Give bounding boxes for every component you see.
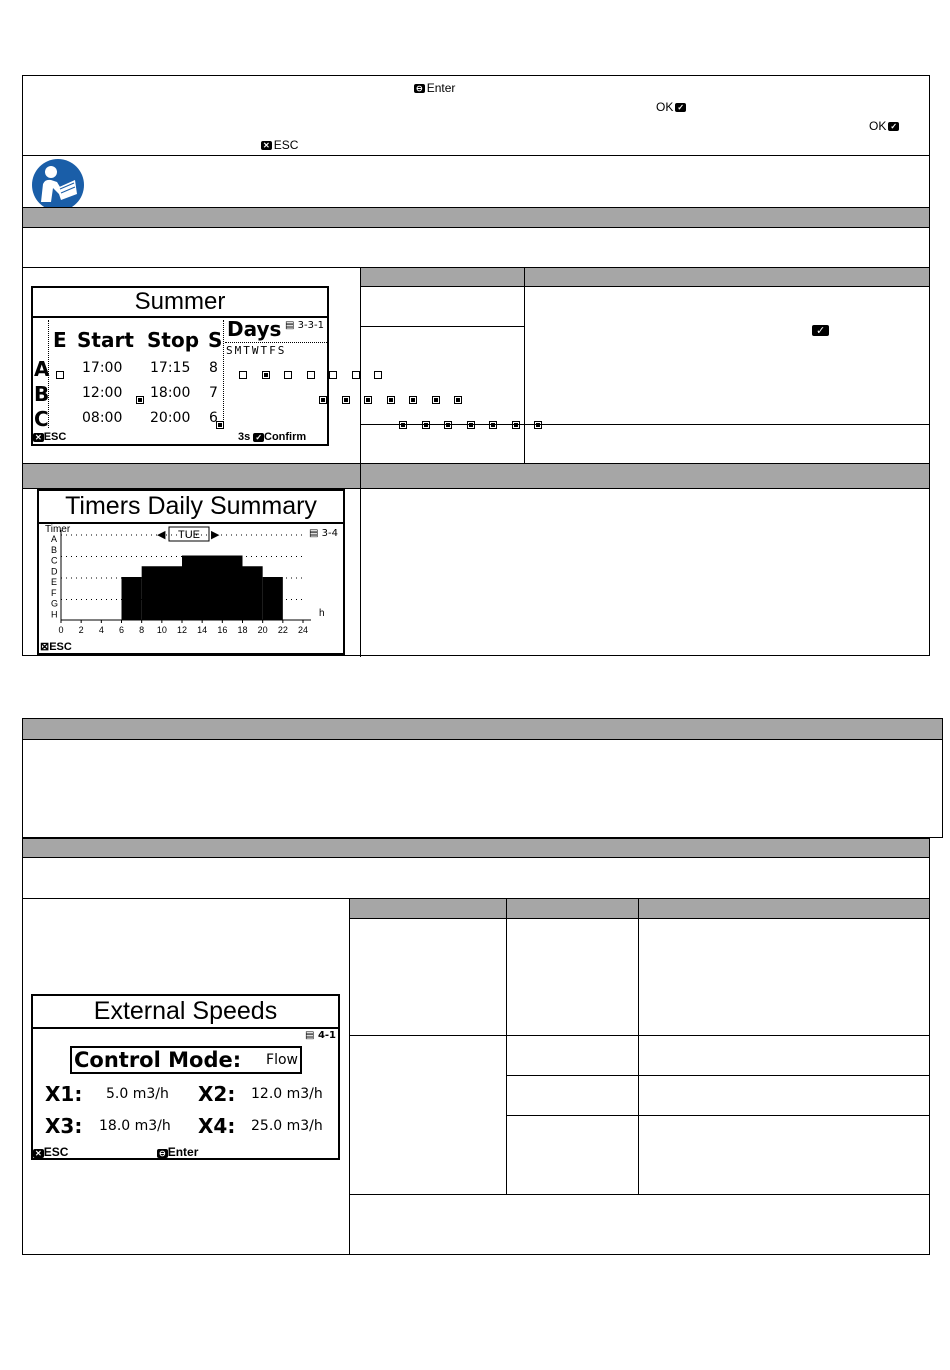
- chart-page-ref: ▤ 3-4: [309, 528, 338, 539]
- x-tick-label: 12: [176, 625, 188, 635]
- enter-key-icon: ⊖: [159, 1149, 166, 1158]
- read-manual-icon: [31, 158, 85, 212]
- day-checkbox[interactable]: [387, 396, 395, 404]
- timer-start: 08:00: [82, 410, 123, 426]
- x1-label: X1:: [45, 1082, 83, 1106]
- x-tick-label: 22: [277, 625, 288, 635]
- day-checkbox[interactable]: [352, 371, 360, 379]
- timer-stop: 17:15: [150, 360, 191, 376]
- y-tick-label: G: [51, 598, 59, 609]
- timer-bar: [263, 577, 283, 620]
- x-tick-label: 14: [197, 625, 208, 635]
- menu-icon: ▤: [305, 1030, 315, 1041]
- menu-icon: ▤: [285, 320, 295, 331]
- section-description-row: [22, 227, 930, 268]
- external-table-header: [349, 898, 930, 919]
- ok-key-hint-2: OK ✓: [869, 119, 898, 133]
- day-checkbox[interactable]: [454, 396, 462, 404]
- y-tick-label: F: [51, 587, 57, 598]
- timer-enabled-checkbox[interactable]: [56, 371, 64, 379]
- confirm-key-icon: ✓: [812, 325, 829, 336]
- timers-screen: [37, 489, 345, 655]
- timers-chart: [39, 522, 343, 653]
- timer-stop: 18:00: [150, 385, 191, 401]
- y-tick-label: C: [51, 555, 58, 566]
- external-esc: ✕ ESC: [35, 1145, 69, 1159]
- next-day-arrow: ▶: [211, 528, 220, 541]
- x-tick-label: 8: [139, 625, 145, 635]
- control-mode-value: Flow: [266, 1052, 298, 1068]
- x-tick-label: 16: [217, 625, 228, 635]
- day-checkbox[interactable]: [409, 396, 417, 404]
- x-tick-label: 6: [118, 625, 125, 635]
- summer-screen: [31, 286, 329, 446]
- section3-text-box: [22, 857, 930, 899]
- x3-value: 18.0 m3/h: [99, 1118, 171, 1134]
- timer-speed: 6: [209, 410, 218, 426]
- ok-key-icon: ✓: [890, 121, 898, 131]
- manual-note-row: [22, 155, 930, 208]
- y-tick-label: H: [51, 609, 58, 620]
- prev-day-arrow: ◀: [157, 528, 166, 541]
- day-checkbox[interactable]: [239, 371, 247, 379]
- x-tick-label: 10: [156, 625, 167, 635]
- external-page-ref: ▤ 4-1: [305, 1030, 337, 1041]
- timer-bar: [182, 556, 243, 621]
- day-checkbox[interactable]: [467, 421, 475, 429]
- x4-value: 25.0 m3/h: [251, 1118, 323, 1134]
- day-letter: S: [226, 344, 235, 357]
- timers-title: Timers Daily Summary: [39, 491, 343, 524]
- timer-stop: 20:00: [150, 410, 191, 426]
- section2-header-bar: [22, 718, 943, 740]
- ok-key-icon: ✓: [677, 102, 685, 112]
- summer-esc: ✕ ESC: [35, 431, 67, 443]
- day-checkbox[interactable]: [489, 421, 497, 429]
- timer-speed: 8: [209, 360, 218, 376]
- esc-key-icon: ✕: [263, 140, 270, 150]
- day-checkbox[interactable]: [342, 396, 350, 404]
- timer-bar: [142, 566, 182, 620]
- ok-key-hint-1: OK ✓: [656, 100, 685, 114]
- esc-key-hint: ✕ ESC: [263, 138, 299, 152]
- control-mode-label: Control Mode:: [74, 1048, 242, 1072]
- timer-speed: 7: [209, 385, 218, 401]
- day-checkbox[interactable]: [399, 421, 407, 429]
- section3-header-bar: [22, 838, 930, 858]
- instruction-box: [22, 75, 930, 156]
- x-tick-label: 4: [98, 625, 104, 635]
- day-checkbox[interactable]: [534, 421, 542, 429]
- day-letter: M: [234, 344, 244, 357]
- day-checkbox[interactable]: [307, 371, 315, 379]
- section2-text-box: [22, 739, 943, 838]
- timers-header-bar: [22, 463, 930, 489]
- col-days: Days: [227, 317, 282, 341]
- x4-label: X4:: [198, 1114, 236, 1138]
- y-tick-label: D: [51, 566, 58, 577]
- day-letter: T: [243, 344, 252, 357]
- day-letters: [226, 344, 286, 357]
- timer-bar: [243, 566, 263, 620]
- external-enter: ⊖ Enter: [159, 1145, 199, 1159]
- section-header-bar: [22, 207, 930, 228]
- col-e: E: [53, 328, 67, 352]
- day-checkbox[interactable]: [364, 396, 372, 404]
- timer-row-label: A: [34, 357, 50, 381]
- x-tick-label: 0: [58, 625, 64, 635]
- day-checkbox[interactable]: [374, 371, 382, 379]
- x1-value: 5.0 m3/h: [106, 1086, 169, 1102]
- day-checkbox[interactable]: [432, 396, 440, 404]
- timer-enabled-checkbox[interactable]: [136, 396, 144, 404]
- col-start: Start: [77, 328, 134, 352]
- day-letter: S: [277, 344, 287, 357]
- day-selector-value: TUE: [178, 529, 200, 541]
- x-tick-label: 2: [78, 625, 84, 635]
- day-checkbox[interactable]: [262, 371, 270, 379]
- timer-row-label: B: [34, 382, 50, 406]
- timer-row-label: C: [34, 407, 49, 431]
- y-axis-label: Timer: [45, 524, 71, 535]
- day-checkbox[interactable]: [319, 396, 327, 404]
- external-title: External Speeds: [33, 996, 338, 1029]
- timer-start: 12:00: [82, 385, 123, 401]
- chart-esc-label: ⊠ESC: [40, 641, 72, 653]
- day-checkbox[interactable]: [422, 421, 430, 429]
- timer-start: 17:00: [82, 360, 123, 376]
- x-tick-label: 18: [237, 625, 248, 635]
- x-axis-unit: h: [319, 608, 325, 619]
- external-screen: [31, 994, 340, 1160]
- x3-label: X3:: [45, 1114, 83, 1138]
- control-mode-box: [70, 1046, 302, 1074]
- x2-value: 12.0 m3/h: [251, 1086, 323, 1102]
- y-tick-label: A: [51, 534, 58, 544]
- table-header-bar: [360, 267, 930, 287]
- day-checkbox[interactable]: [329, 371, 337, 379]
- enter-key-hint: ⊖ Enter: [416, 81, 456, 95]
- day-letter: T: [260, 344, 270, 357]
- y-tick-label: B: [51, 544, 58, 555]
- day-checkbox[interactable]: [512, 421, 520, 429]
- x2-label: X2:: [198, 1082, 236, 1106]
- timer-bar: [122, 577, 142, 620]
- y-tick-label: E: [51, 577, 58, 587]
- day-checkbox[interactable]: [284, 371, 292, 379]
- col-s: S: [208, 328, 223, 352]
- col-stop: Stop: [147, 328, 200, 352]
- enter-key-icon: ⊖: [416, 83, 423, 93]
- summer-page-ref: ▤ 3-3-1: [285, 320, 324, 331]
- summer-confirm: 3s ✓ Confirm: [238, 431, 307, 443]
- confirm-key-icon: ✓: [255, 433, 263, 442]
- esc-key-icon: ✕: [35, 433, 42, 442]
- x-tick-label: 20: [257, 625, 268, 635]
- day-letter: W: [251, 344, 261, 357]
- x-tick-label: 24: [297, 625, 309, 635]
- day-checkbox[interactable]: [444, 421, 452, 429]
- summer-title: Summer: [33, 288, 327, 318]
- esc-key-icon: ✕: [35, 1149, 42, 1158]
- day-letter: F: [269, 344, 278, 357]
